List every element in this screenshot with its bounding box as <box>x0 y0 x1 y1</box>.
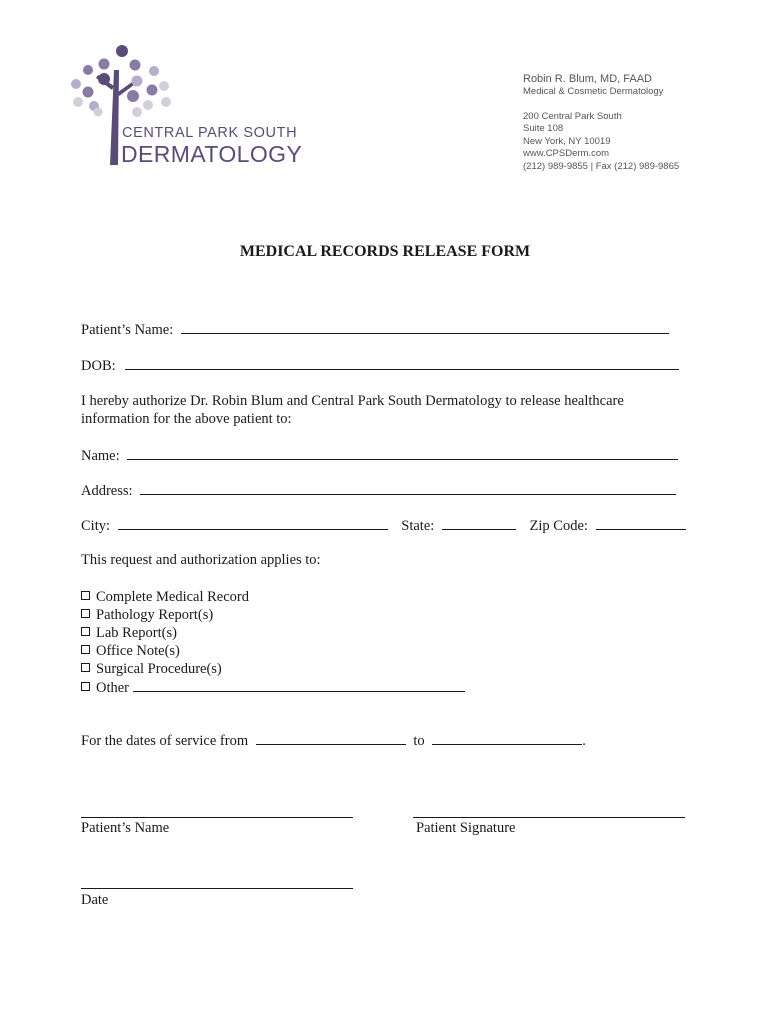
checklist-item[interactable]: Office Note(s) <box>81 642 465 660</box>
logo-text-specialty: DERMATOLOGY <box>121 141 303 167</box>
practice-logo <box>66 40 316 170</box>
city-state-zip-row <box>81 516 686 535</box>
patient-name-label: Patient’s Name: <box>81 322 174 338</box>
letterhead-contact <box>523 72 679 173</box>
dob-label: DOB: <box>81 358 116 374</box>
dob-row <box>81 356 679 375</box>
checkbox-icon[interactable] <box>81 627 90 636</box>
other-field[interactable] <box>133 678 465 692</box>
checklist-item[interactable]: Lab Report(s) <box>81 624 465 642</box>
state-label: State: <box>401 518 435 534</box>
patient-signature-caption: Patient Signature <box>416 820 516 836</box>
patient-name-row <box>81 320 669 339</box>
leaf-dot <box>94 108 103 117</box>
doctor-specialty: Medical & Cosmetic Dermatology <box>523 86 664 97</box>
checklist-item[interactable]: Other <box>81 678 465 697</box>
dates-prefix-label: For the dates of service from <box>81 733 249 749</box>
checklist-item[interactable]: Complete Medical Record <box>81 588 465 606</box>
leaf-dot <box>116 45 128 57</box>
patient-name-field[interactable] <box>181 320 669 334</box>
recipient-name-row <box>81 446 678 465</box>
address-street: 200 Central Park South <box>523 110 622 122</box>
leaf-dot <box>99 59 110 70</box>
leaf-dot <box>161 97 171 107</box>
checkbox-icon[interactable] <box>81 645 90 654</box>
date-caption: Date <box>81 892 109 908</box>
leaf-dot <box>130 60 141 71</box>
address-label: Address: <box>81 483 133 499</box>
logo-text-practice: CENTRAL PARK SOUTH <box>122 125 298 141</box>
dates-end-punctuation: . <box>582 733 586 749</box>
checklist-item[interactable]: Surgical Procedure(s) <box>81 660 465 678</box>
date-to-field[interactable] <box>432 731 582 745</box>
address-city: New York, NY 10019 <box>523 135 611 147</box>
city-label: City: <box>81 518 111 534</box>
leaf-dot <box>83 87 94 98</box>
record-type-checklist <box>81 588 465 697</box>
applies-text: This request and authorization applies to: <box>81 552 321 568</box>
date-signature-line[interactable] <box>81 888 353 889</box>
leaf-dot <box>127 90 139 102</box>
phone-fax: (212) 989-9855 | Fax (212) 989-9865 <box>523 160 680 172</box>
leaf-dot <box>83 65 93 75</box>
patient-name-signature-line[interactable] <box>81 817 353 818</box>
date-from-field[interactable] <box>256 731 406 745</box>
patient-name-caption: Patient’s Name <box>81 820 170 836</box>
city-field[interactable] <box>118 516 388 530</box>
dates-of-service-row <box>81 731 586 750</box>
leaf-dot <box>143 100 153 110</box>
leaf-dot <box>132 76 143 87</box>
address-field[interactable] <box>140 481 676 495</box>
checkbox-icon[interactable] <box>81 609 90 618</box>
zip-label: Zip Code: <box>529 518 588 534</box>
zip-field[interactable] <box>596 516 686 530</box>
leaf-dot <box>73 97 83 107</box>
address-suite: Suite 108 <box>523 123 564 134</box>
address-row <box>81 481 676 500</box>
leaf-dot <box>132 107 142 117</box>
checkbox-icon[interactable] <box>81 663 90 672</box>
leaf-dot <box>98 73 110 85</box>
leaf-dot <box>159 81 169 91</box>
leaf-dot <box>149 66 159 76</box>
leaf-dot <box>147 85 158 96</box>
checklist-item[interactable]: Pathology Report(s) <box>81 606 465 624</box>
doctor-name: Robin R. Blum, MD, FAAD <box>523 73 652 85</box>
authorization-text: I hereby authorize Dr. Robin Blum and Central Park South Dermatology to release healthcare information for the above patient to: <box>81 393 624 427</box>
checkbox-icon[interactable] <box>81 591 90 600</box>
recipient-name-field[interactable] <box>127 446 678 460</box>
website: www.CPSDerm.com <box>523 148 610 159</box>
form-title: MEDICAL RECORDS RELEASE FORM <box>239 243 531 260</box>
leaf-dot <box>71 79 81 89</box>
dates-to-label: to <box>413 733 425 749</box>
checkbox-icon[interactable] <box>81 682 90 691</box>
patient-signature-line[interactable] <box>413 817 685 818</box>
dob-field[interactable] <box>125 356 679 370</box>
state-field[interactable] <box>442 516 516 530</box>
recipient-name-label: Name: <box>81 448 120 464</box>
